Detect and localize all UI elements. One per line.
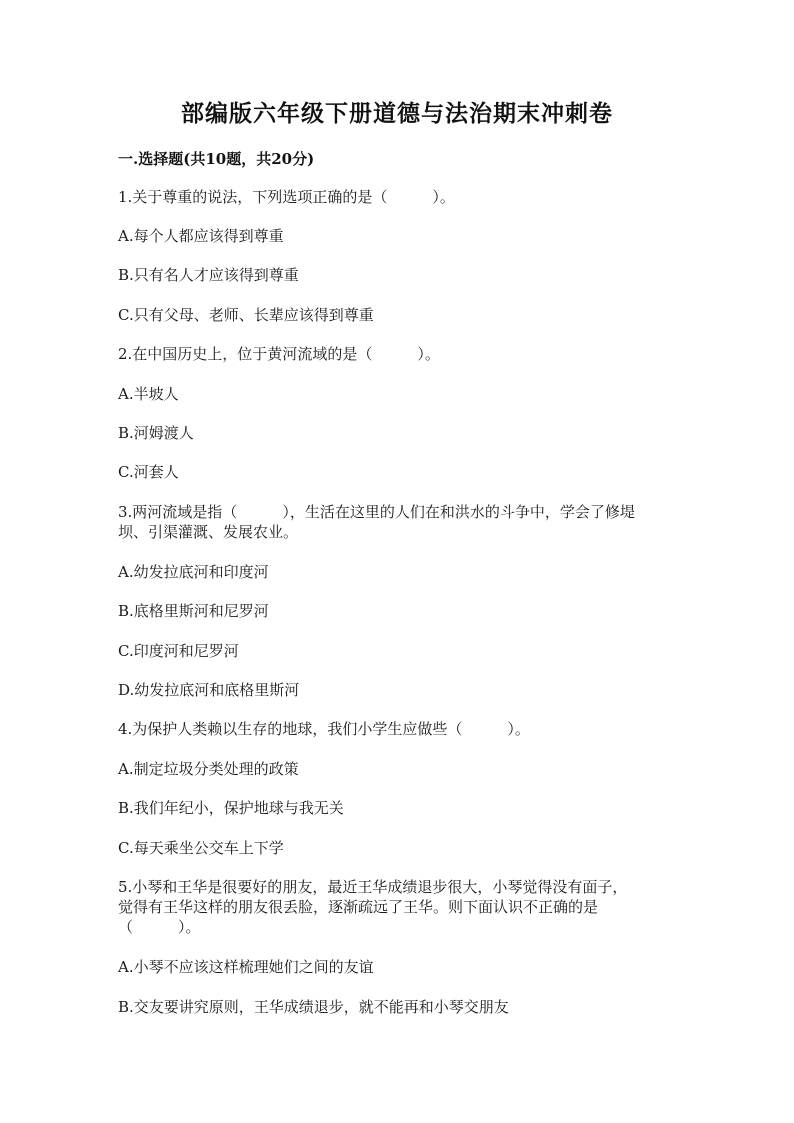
question-2-stem: 2.在中国历史上，位于黄河流域的是（ ）。 [118, 345, 440, 363]
question-2-option-b[interactable]: B.河姆渡人 [118, 424, 194, 442]
question-3-stem-line-2: 坝、引渠灌溉、发展农业。 [118, 523, 299, 541]
question-3-option-b[interactable]: B.底格里斯河和尼罗河 [118, 602, 269, 620]
question-3-option-a[interactable]: A.幼发拉底河和印度河 [118, 563, 269, 581]
question-5-stem-line-2: 觉得有王华这样的朋友很丢脸，逐渐疏远了王华。则下面认识不正确的是 [118, 898, 599, 916]
question-3-stem-line-1: 3.两河流域是指（ ），生活在这里的人们在和洪水的斗争中，学会了修堤 [118, 503, 635, 521]
question-5-stem-line-3: （ ）。 [118, 918, 201, 936]
section-heading: 一.选择题(共10题，共20分) [118, 150, 315, 168]
question-2-option-a[interactable]: A.半坡人 [118, 385, 179, 403]
question-5-option-a[interactable]: A.小琴不应该这样梳理她们之间的友谊 [118, 958, 374, 976]
question-1-stem: 1.关于尊重的说法，下列选项正确的是（ ）。 [118, 188, 455, 206]
question-3-option-d[interactable]: D.幼发拉底河和底格里斯河 [118, 681, 300, 699]
question-1-option-b[interactable]: B.只有名人才应该得到尊重 [118, 266, 299, 284]
question-4-option-b[interactable]: B.我们年纪小，保护地球与我无关 [118, 799, 344, 817]
question-5-stem-line-1: 5.小琴和王华是很要好的朋友，最近王华成绩退步很大，小琴觉得没有面子， [118, 878, 628, 896]
question-1-option-a[interactable]: A.每个人都应该得到尊重 [118, 227, 284, 245]
page-title: 部编版六年级下册道德与法治期末冲刺卷 [181, 100, 613, 127]
question-3-option-c[interactable]: C.印度河和尼罗河 [118, 642, 239, 660]
question-1-option-c[interactable]: C.只有父母、老师、长辈应该得到尊重 [118, 306, 374, 324]
question-4-option-c[interactable]: C.每天乘坐公交车上下学 [118, 839, 284, 857]
question-5-option-b[interactable]: B.交友要讲究原则，王华成绩退步，就不能再和小琴交朋友 [118, 998, 509, 1016]
question-4-option-a[interactable]: A.制定垃圾分类处理的政策 [118, 760, 299, 778]
question-2-option-c[interactable]: C.河套人 [118, 463, 179, 481]
question-4-stem: 4.为保护人类赖以生存的地球，我们小学生应做些（ ）。 [118, 720, 530, 738]
